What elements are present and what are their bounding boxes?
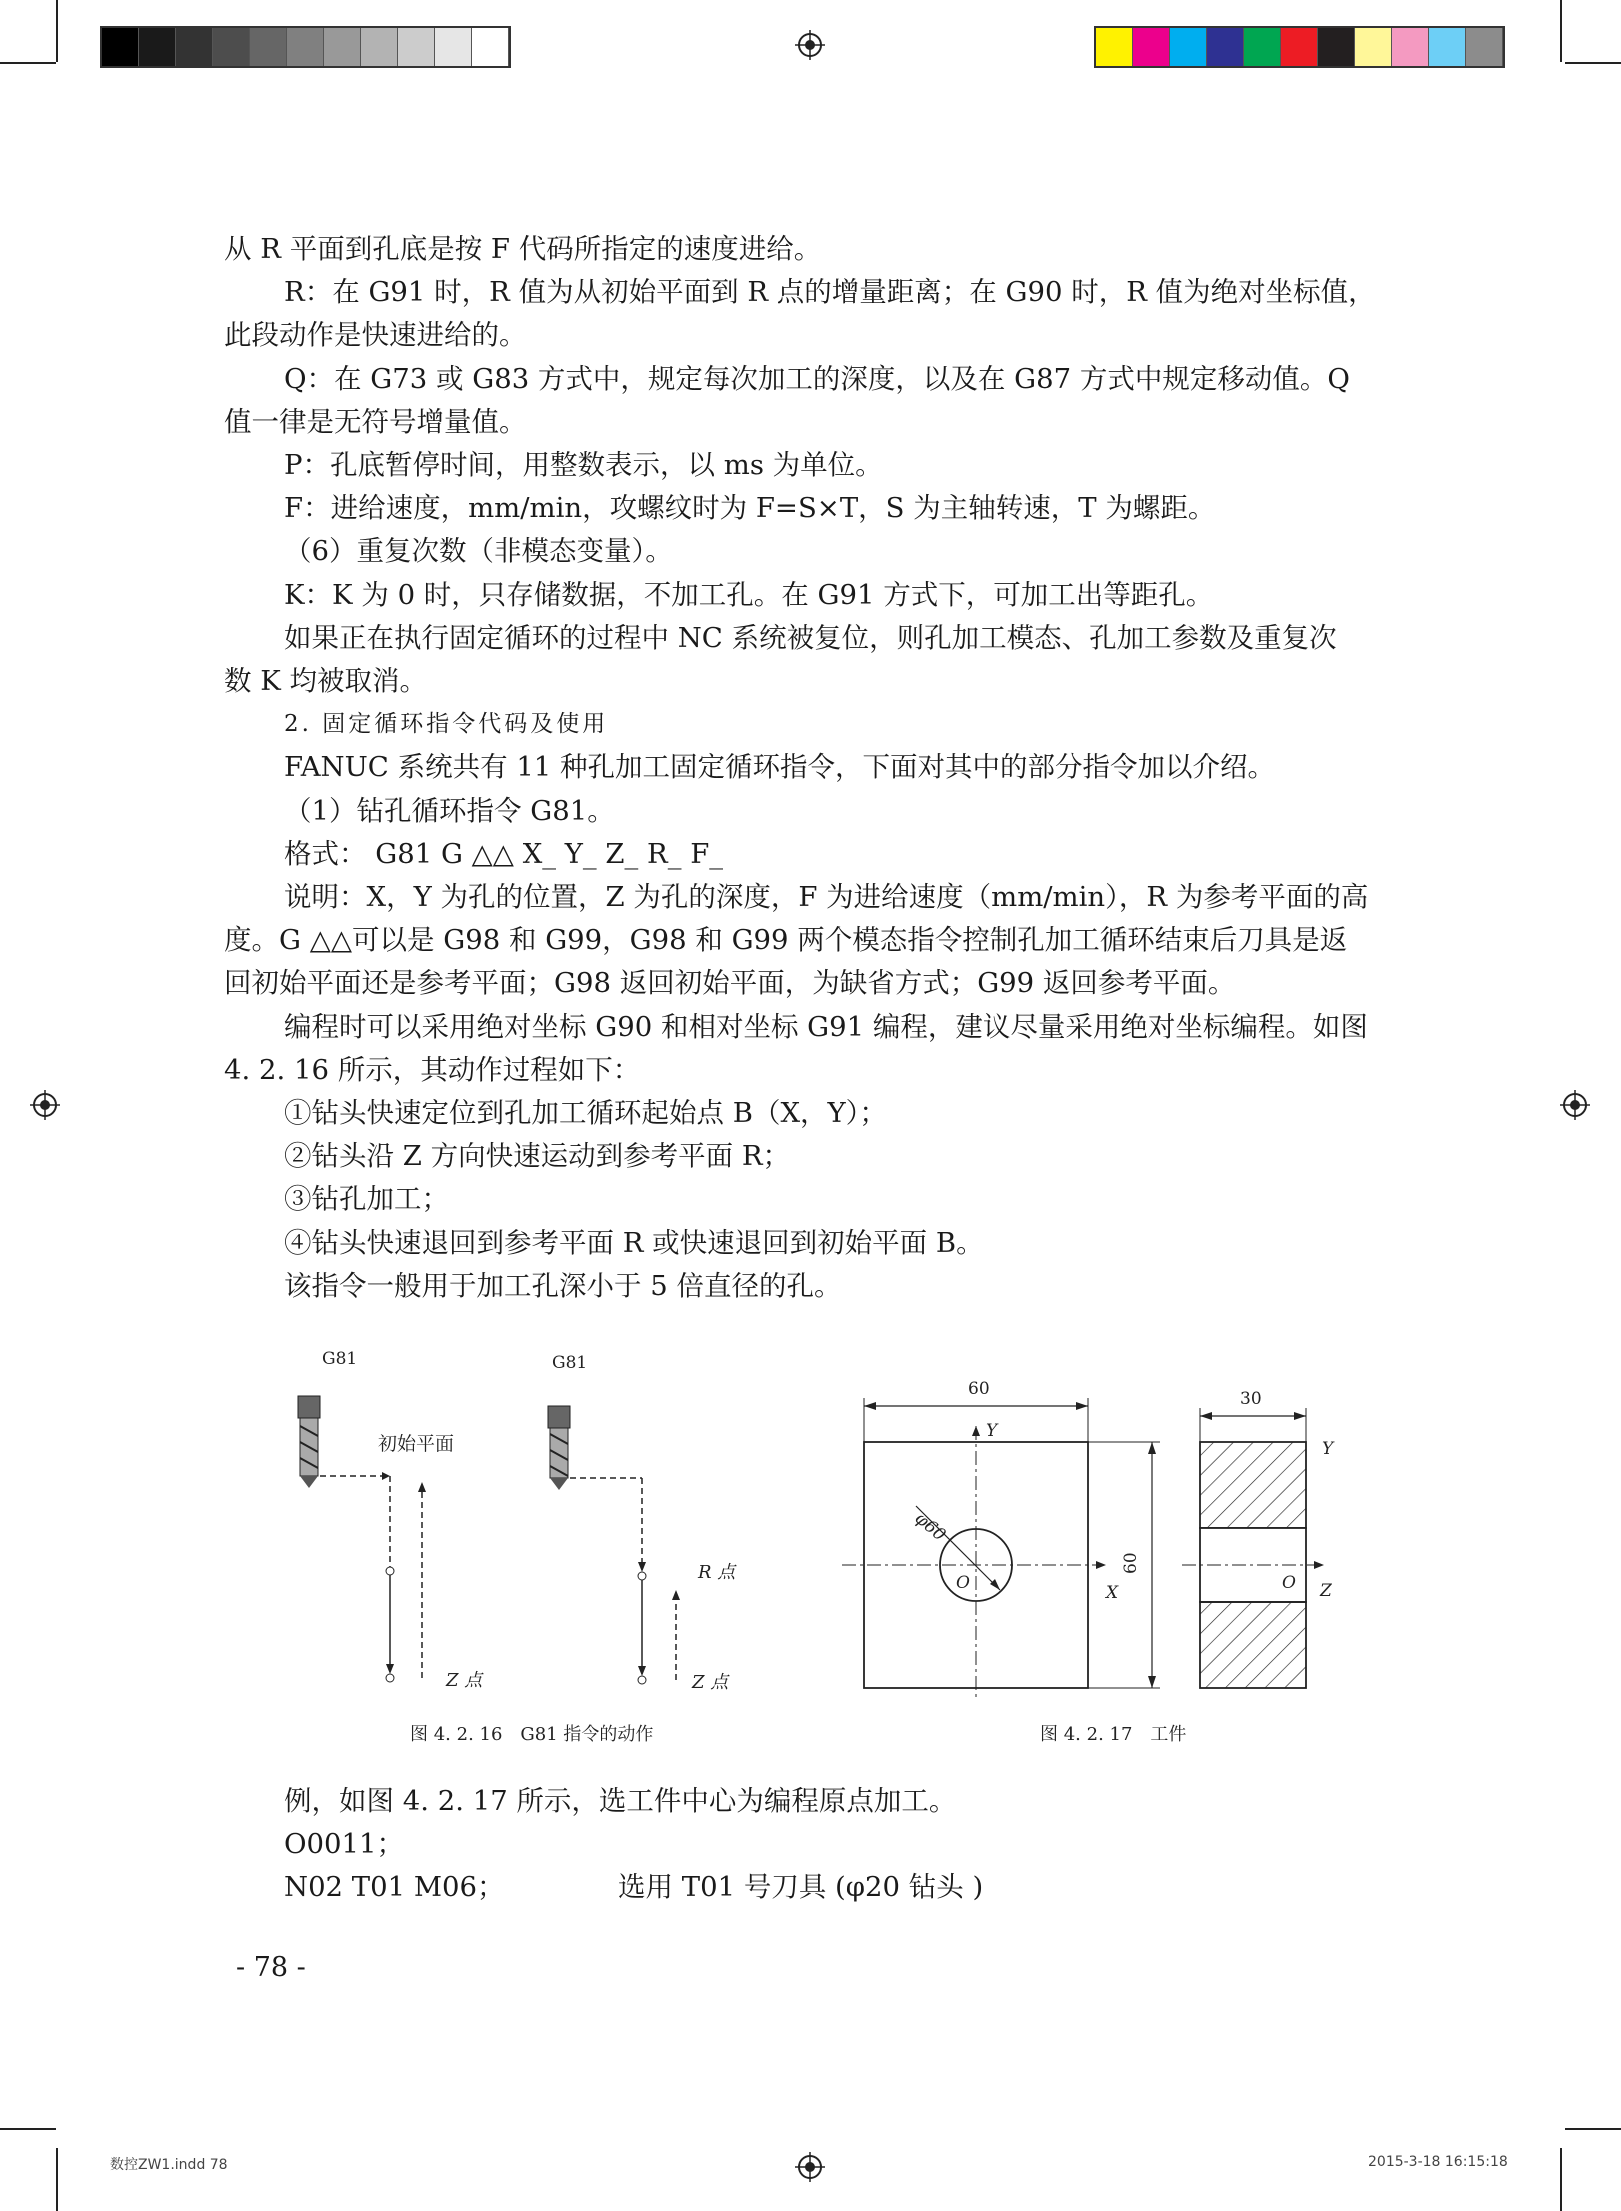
figure-caption-4-2-16: 图 4. 2. 16 G81 指令的动作 <box>410 1724 654 1745</box>
fig1-initial-plane: 初始平面 <box>378 1433 455 1455</box>
dim-width: 60 <box>968 1379 990 1399</box>
color-swatch <box>1318 28 1355 66</box>
color-swatch <box>361 28 398 66</box>
paragraph-line: 从 R 平面到孔底是按 F 代码所指定的速度进给。 <box>224 233 822 265</box>
color-swatch <box>287 28 324 66</box>
color-bar <box>1094 26 1505 68</box>
crop-mark <box>56 2148 58 2211</box>
color-swatch <box>250 28 287 66</box>
registration-mark-icon <box>1560 1090 1590 1120</box>
color-swatch <box>1207 28 1244 66</box>
param-q: Q：在 G73 或 G83 方式中，规定每次加工的深度，以及在 G87 方式中规定移动值。Q <box>284 362 1350 395</box>
fig1-z-right: Z 点 <box>692 1672 729 1693</box>
color-swatch <box>1355 28 1392 66</box>
color-swatch <box>139 28 176 66</box>
color-swatch <box>1392 28 1429 66</box>
example-text <box>224 1780 1394 1910</box>
side-origin: O <box>1282 1573 1296 1593</box>
section-heading: 2. 固定循环指令代码及使用 <box>284 711 609 738</box>
param-f: F：进给速度，mm/min，攻螺纹时为 F=S×T，S 为主轴转速，T 为螺距。 <box>284 492 1216 525</box>
axis-y: Y <box>986 1421 998 1441</box>
color-swatch <box>324 28 361 66</box>
origin-label: O <box>956 1573 970 1593</box>
registration-mark-icon <box>795 30 825 60</box>
text-body <box>224 228 1394 1308</box>
crop-mark <box>1560 2148 1562 2211</box>
fig1-right-label: G81 <box>552 1353 588 1373</box>
fig1-left-label: G81 <box>322 1349 358 1369</box>
figure-caption-4-2-17: 图 4. 2. 17 工件 <box>1040 1724 1187 1745</box>
step-2: ②钻头沿 Z 方向快速运动到参考平面 R； <box>284 1140 791 1173</box>
page-number: - 78 - <box>236 1952 306 1983</box>
slug-timestamp: 2015-3-18 16:15:18 <box>1368 2154 1508 2170</box>
color-swatch <box>102 28 139 66</box>
crop-mark <box>0 62 56 64</box>
paragraph-line: 该指令一般用于加工孔深小于 5 倍直径的孔。 <box>284 1269 842 1302</box>
figure-g81-motion <box>290 1338 760 1708</box>
registration-mark-icon <box>30 1090 60 1120</box>
paragraph-line: 度。G △△可以是 G98 和 G99，G98 和 G99 两个模态指令控制孔加工循环结束后刀具是返 <box>224 924 1348 957</box>
step-3: ③钻孔加工； <box>284 1183 449 1216</box>
color-swatch <box>1133 28 1170 66</box>
crop-mark <box>1565 62 1621 64</box>
color-swatch <box>1466 28 1503 66</box>
axis-x: X <box>1106 1583 1119 1603</box>
paragraph-line: FANUC 系统共有 11 种孔加工固定循环指令，下面对其中的部分指令加以介绍。 <box>284 751 1276 784</box>
paragraph-line: 4. 2. 16 所示，其动作过程如下： <box>224 1053 641 1086</box>
fig1-r-point: R 点 <box>698 1562 736 1583</box>
param-p: P：孔底暂停时间，用整数表示，以 ms 为单位。 <box>284 449 883 482</box>
paragraph-line: 如果正在执行固定循环的过程中 NC 系统被复位，则孔加工模态、孔加工参数及重复次 <box>284 621 1337 654</box>
crop-mark <box>1565 2128 1621 2130</box>
drill-bit-icon <box>548 1406 570 1490</box>
step-1: ①钻头快速定位到孔加工循环起始点 B（X，Y）； <box>284 1097 887 1130</box>
color-swatch <box>398 28 435 66</box>
color-swatch <box>472 28 509 66</box>
crop-mark <box>56 0 58 62</box>
drill-bit-icon <box>298 1396 320 1488</box>
dim-height: 60 <box>1121 1552 1141 1574</box>
color-swatch <box>176 28 213 66</box>
crop-mark <box>1560 0 1562 62</box>
color-swatch <box>1170 28 1207 66</box>
step-4: ④钻头快速退回到参考平面 R 或快速退回到初始平面 B。 <box>284 1226 984 1259</box>
program-comment: 选用 T01 号刀具 (φ20 钻头 ) <box>618 1871 984 1904</box>
grayscale-bar <box>100 26 511 68</box>
color-swatch <box>1096 28 1133 66</box>
registration-mark-icon <box>795 2152 825 2182</box>
color-swatch <box>213 28 250 66</box>
paragraph-line: 此段动作是快速进给的。 <box>224 319 527 352</box>
paragraph-line: 值一律是无符号增量值。 <box>224 405 527 438</box>
color-swatch <box>1429 28 1466 66</box>
program-line <box>224 1866 1394 1909</box>
fig1-z-left: Z 点 <box>446 1670 483 1691</box>
color-swatch <box>435 28 472 66</box>
paragraph-line: 回初始平面还是参考平面；G98 返回初始平面，为缺省方式；G99 返回参考平面。 <box>224 967 1236 1000</box>
param-k: K：K 为 0 时，只存储数据，不加工孔。在 G91 方式下，可加工出等距孔。 <box>284 578 1214 611</box>
side-axis-y: Y <box>1322 1439 1334 1459</box>
color-swatch <box>1244 28 1281 66</box>
color-swatch <box>1281 28 1318 66</box>
param-r: R：在 G91 时，R 值为从初始平面到 R 点的增量距离；在 G90 时，R 值为绝对坐标值， <box>284 276 1376 309</box>
item-1: （1）钻孔循环指令 G81。 <box>284 794 615 827</box>
format-line: 格式： G81 G △△ X_ Y_ Z_ R_ F_ <box>284 837 724 870</box>
paragraph-line: 说明：X，Y 为孔的位置，Z 为孔的深度，F 为进给速度（mm/min），R 为参考平面的高 <box>284 881 1369 914</box>
dim-diameter: φ60 <box>910 1508 950 1546</box>
paragraph-line: 数 K 均被取消。 <box>224 665 428 698</box>
dim-thickness: 30 <box>1240 1389 1262 1409</box>
slug-file: 数控ZW1.indd 78 <box>110 2157 228 2173</box>
program-number: O0011； <box>284 1828 405 1861</box>
side-axis-z: Z <box>1320 1581 1332 1601</box>
crop-mark <box>0 2128 56 2130</box>
example-intro: 例，如图 4. 2. 17 所示，选工件中心为编程原点加工。 <box>284 1785 957 1817</box>
program-code: N02 T01 M06； <box>284 1871 505 1904</box>
paragraph-line: 编程时可以采用绝对坐标 G90 和相对坐标 G91 编程，建议尽量采用绝对坐标编程。如图 <box>284 1010 1368 1043</box>
item-6: （6）重复次数（非模态变量）。 <box>284 535 673 568</box>
figure-workpiece <box>830 1370 1350 1710</box>
